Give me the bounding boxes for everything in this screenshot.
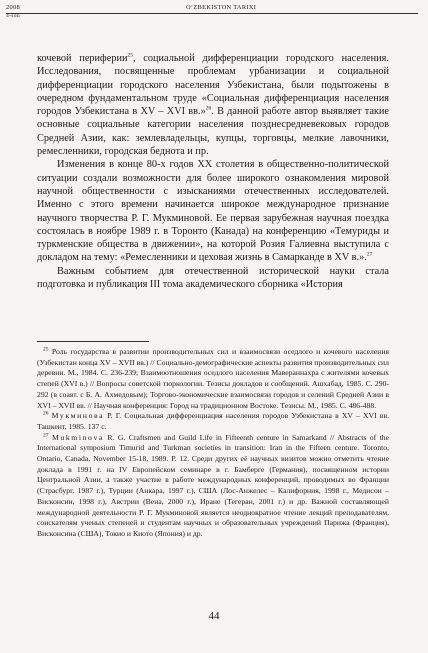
paragraph-3: Важным событием для отечественной исторической науки стала подготовка и публикация III тома академического сборника «История — [37, 265, 389, 291]
footnote-25 — [37, 347, 389, 411]
header-year: 2008 — [6, 4, 20, 11]
footnote-25-number: 25 — [43, 346, 49, 353]
footnote-27-author: Mukminova — [51, 432, 104, 442]
running-header — [6, 4, 418, 17]
footnote-ref-25[interactable]: 25 — [127, 52, 133, 59]
footnote-27-number: 27 — [43, 432, 49, 439]
footnote-ref-26[interactable]: 26 — [205, 105, 212, 112]
paragraph-1-end: . В данной работе автор выявляет такие основные социальные категории населения позднесредневековых городов Средней Азии, как: землевладельцы, купцы, торговцы, мелкие лавочники, ремесленники, городская беднота и пр. — [37, 106, 389, 158]
footnote-26-author: Мукминова — [51, 411, 105, 421]
header-rule — [6, 13, 418, 14]
header-journal-title: O‘ZBEKISTON TARIXI — [186, 4, 257, 11]
main-text — [37, 52, 389, 291]
paragraph-2-text: Изменения в конце 80-х годов XX столетия в общественно-политической ситуации создали возможности для более широкого ознакомления мировой научной общественности с изысканиями отечественных исследователей. Именно с этого времени начинается широкое международное признание научного творчества Р. Г. Мукминовой. Ее первая зарубежная научная поездка состоялась в ноябре 1989 г. в Торонто (Канада) на конференцию «Темуриды и туркменские общества в движении», на которой Розия Галиевна выступила с докладом на тему: «Ремесленники и цеховая жизнь в Самарканде в XV в.». — [37, 159, 389, 264]
paragraph-1-start: кочевой периферии — [37, 53, 128, 64]
footnote-25-text: Роль государства в развитии производительных сил и взаимосвязи оседлого и кочевого населения (Узбекистан конца XV – XVII вв.) // Социально-демографические аспекты развития производительных сил деревни. М., 1984. С. 236-239; Взаимоотношения оседлого населения Мавераннахра с жителями кочевых степей (XVI в.) // Вопросы советской тюркологии. Тезисы докладов и сообщений. Ашхабад, 1985. С. 290-292 (в соавт. с Б. А. Ахмедовым); Торгово-экономические взаимосвязи городов и селений Средней Азии в XVI – XVII вв. // Научная конференция: Город на традиционном Востоке. Тезисы. М., 1985. С. 486-488. — [37, 347, 390, 410]
paragraph-1 — [37, 52, 389, 158]
page-number: 44 — [208, 610, 220, 622]
paragraph-1-middle: , социальной дифференциации городского населения. Исследования, посвященные проблемам урбанизации и социальной дифференциации городского населения Узбекистана, были подытожены в очередном фундаментальном труде «Социальная дифференциация населения городов Узбекистана в XV – XVI вв.» — [37, 53, 389, 118]
header-issue: 4-son — [6, 13, 20, 19]
footnote-26 — [37, 411, 389, 432]
footnote-27-text: R. G. Craftsmen and Guild Life in Fifteenth centure in Samarkand // Abstracts of the International symposium Timurid and Turkman societies in transition: Iran in the Fifteen centure. Toronto, Ontario, Canada, November 15-18, 1989. P. 12. Среди других её научных визитов можно отметить чтение доклада в 1991 г. на IV Европейском семинаре в г. Бамберге (Германия), посвященном истории Центральной Азии, а также участие в работе международных конференций, проводимых во Франции (Страсбург, 1987 г.), Турции (Анкара, 1997 г.), США (Лос-Анжелес – Калифорния, 1998 г., Медисон – Висконсин, 1998 г.), Австрии (Вена, 2000 г.), Иране (Тегеран, 2001 г.) и др. Важной составляющей международной деятельности Р. Г. Мукминовой является неоднократное чтение лекций преподавателям, соискателям ученых степеней и студентам научных и образовательных учреждений Парижа (Франция), Висконсина (США), Токио и Киото (Япония) и др. — [37, 432, 389, 538]
footnotes — [37, 347, 389, 540]
paragraph-2 — [37, 158, 389, 264]
footnote-27 — [37, 433, 389, 540]
footnote-26-number: 26 — [43, 410, 49, 417]
footnote-separator — [37, 341, 149, 342]
footnote-ref-27[interactable]: 27 — [366, 252, 373, 259]
footnote-26-text: Р. Г. Социальная дифференциация населения городов Узбекистана в XV – XVI вв. Ташкент, 1985. 137 с. — [37, 411, 389, 431]
